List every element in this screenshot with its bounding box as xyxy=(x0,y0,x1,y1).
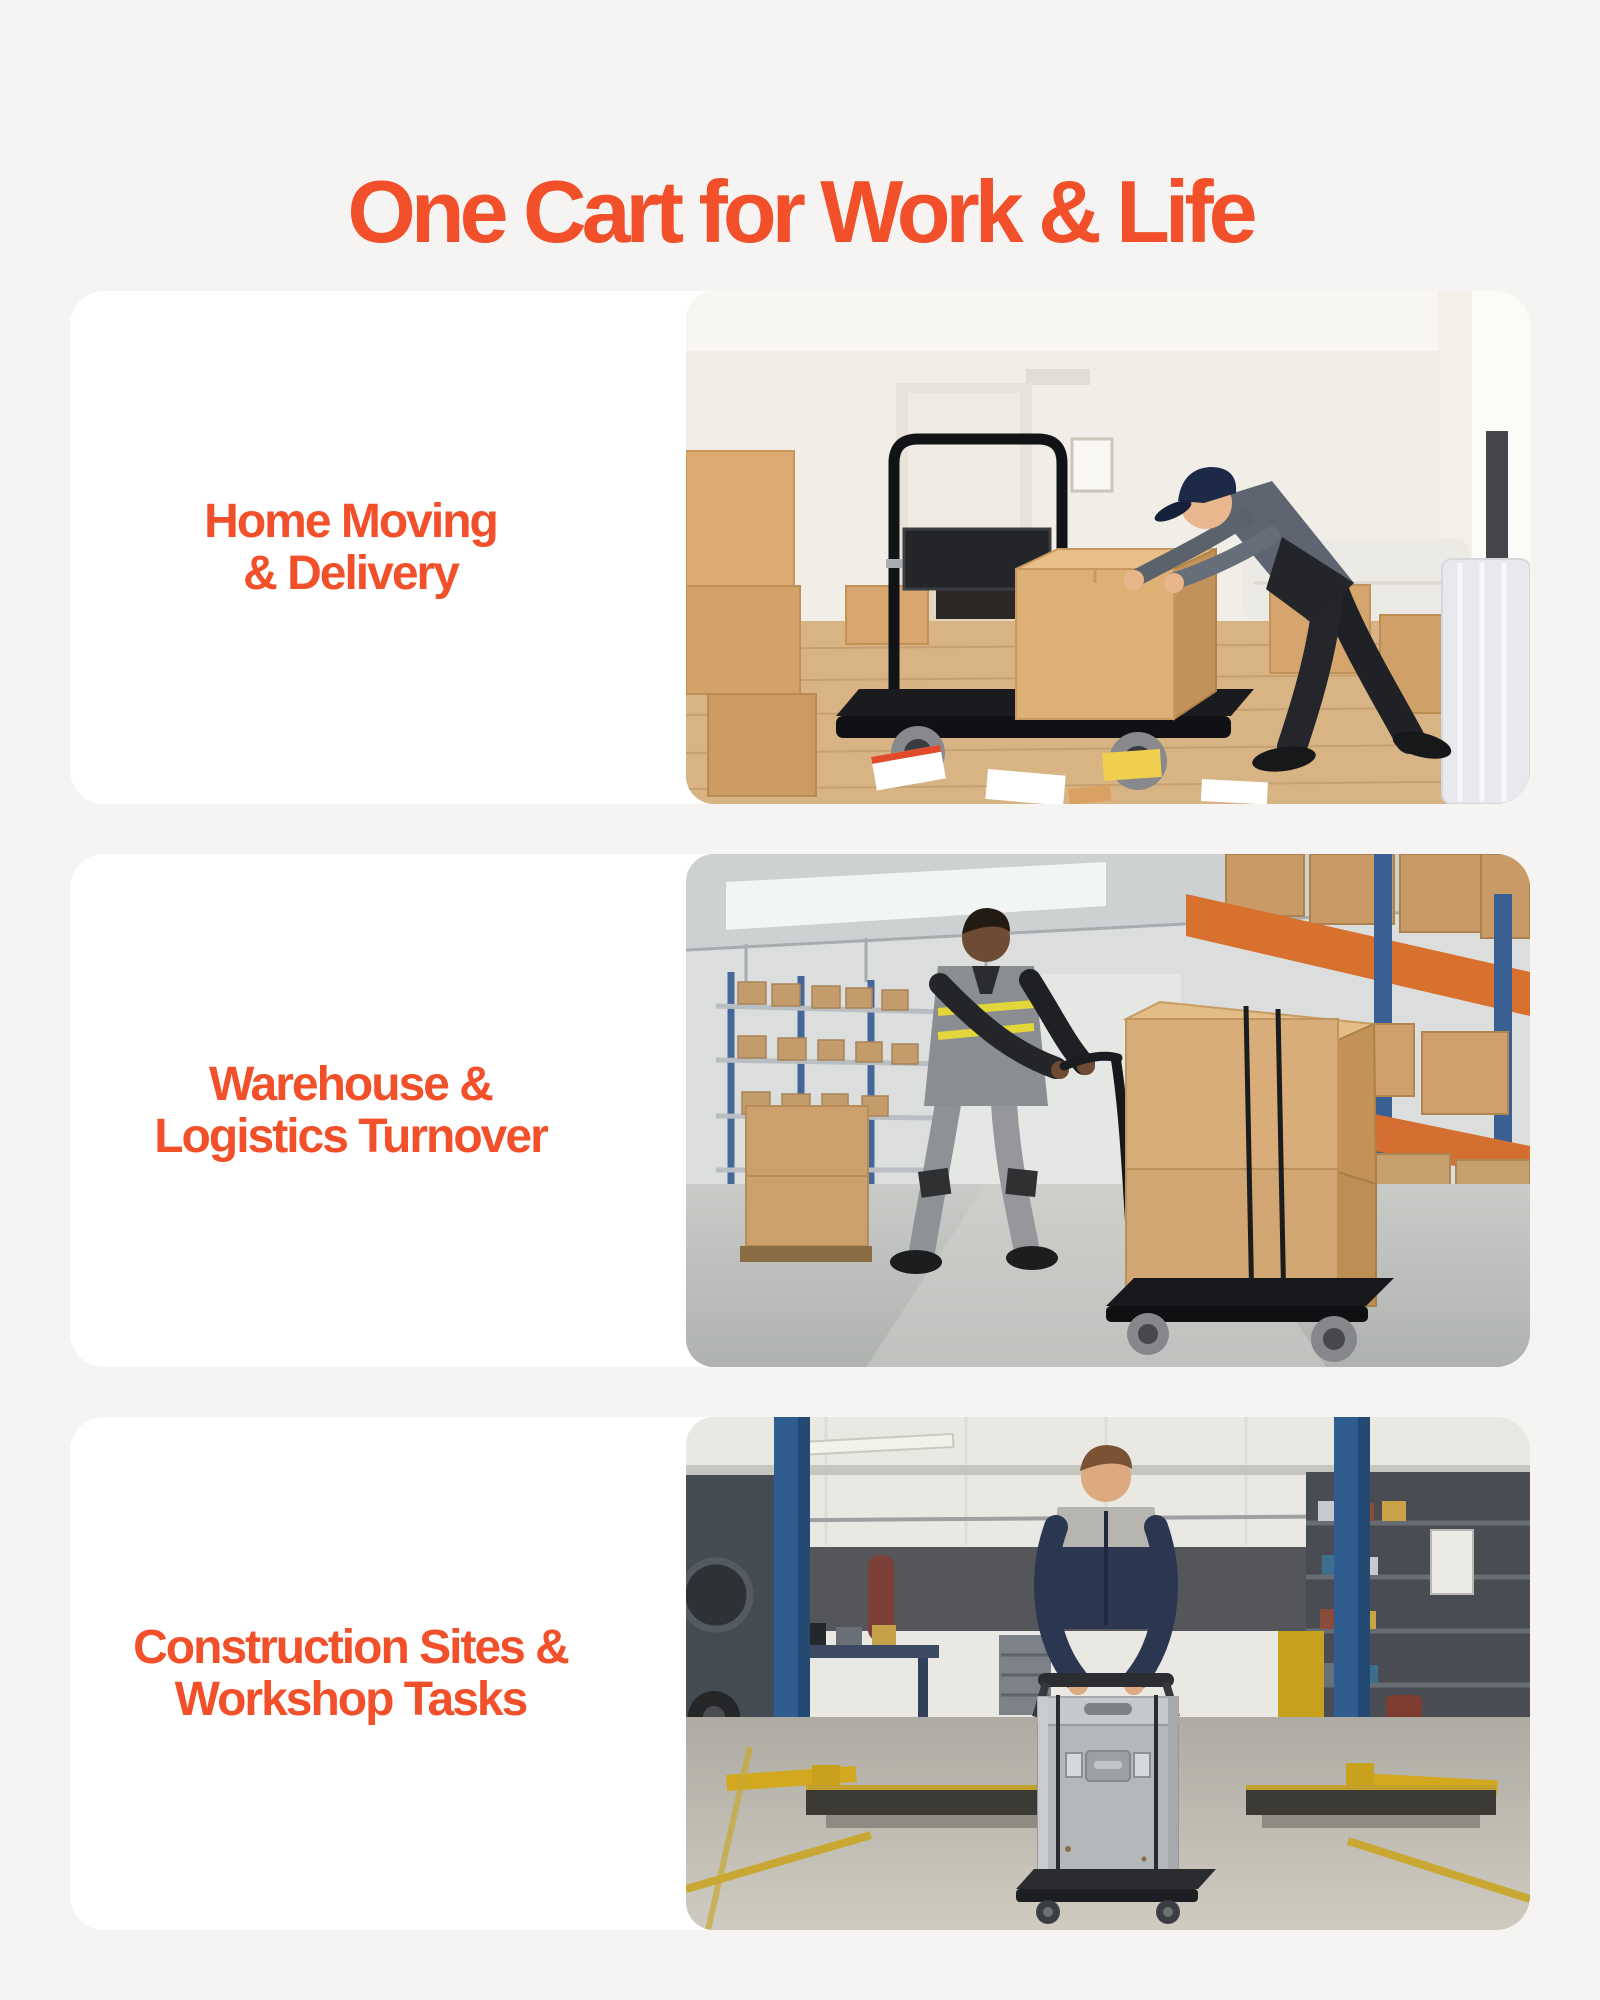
card-home-moving-textcol xyxy=(70,291,686,804)
home-moving-illustration xyxy=(686,291,1530,804)
card-heading-home-moving xyxy=(204,496,497,600)
card-heading-warehouse xyxy=(154,1059,547,1163)
card-heading-line2: & Delivery xyxy=(243,546,458,600)
warehouse-illustration xyxy=(686,854,1530,1367)
card-heading-line1: Home Moving xyxy=(204,494,497,548)
workshop-illustration xyxy=(686,1417,1530,1930)
card-heading-line2: Logistics Turnover xyxy=(154,1109,547,1163)
card-warehouse-textcol xyxy=(70,854,686,1367)
card-heading-line2: Workshop Tasks xyxy=(174,1672,527,1726)
page-title: One Cart for Work & Life xyxy=(347,162,1253,261)
photo-warehouse-scene xyxy=(686,854,1530,1367)
card-home-moving xyxy=(70,291,1530,804)
photo-home-moving-scene xyxy=(686,291,1530,804)
card-heading-line1: Warehouse & xyxy=(209,1057,492,1111)
card-heading-line1: Construction Sites & xyxy=(133,1620,568,1674)
card-workshop-textcol xyxy=(70,1417,686,1930)
photo-workshop-scene xyxy=(686,1417,1530,1930)
card-construction-workshop xyxy=(70,1417,1530,1930)
card-warehouse-logistics xyxy=(70,854,1530,1367)
card-heading-workshop xyxy=(133,1622,568,1726)
use-case-cards xyxy=(70,291,1530,1930)
